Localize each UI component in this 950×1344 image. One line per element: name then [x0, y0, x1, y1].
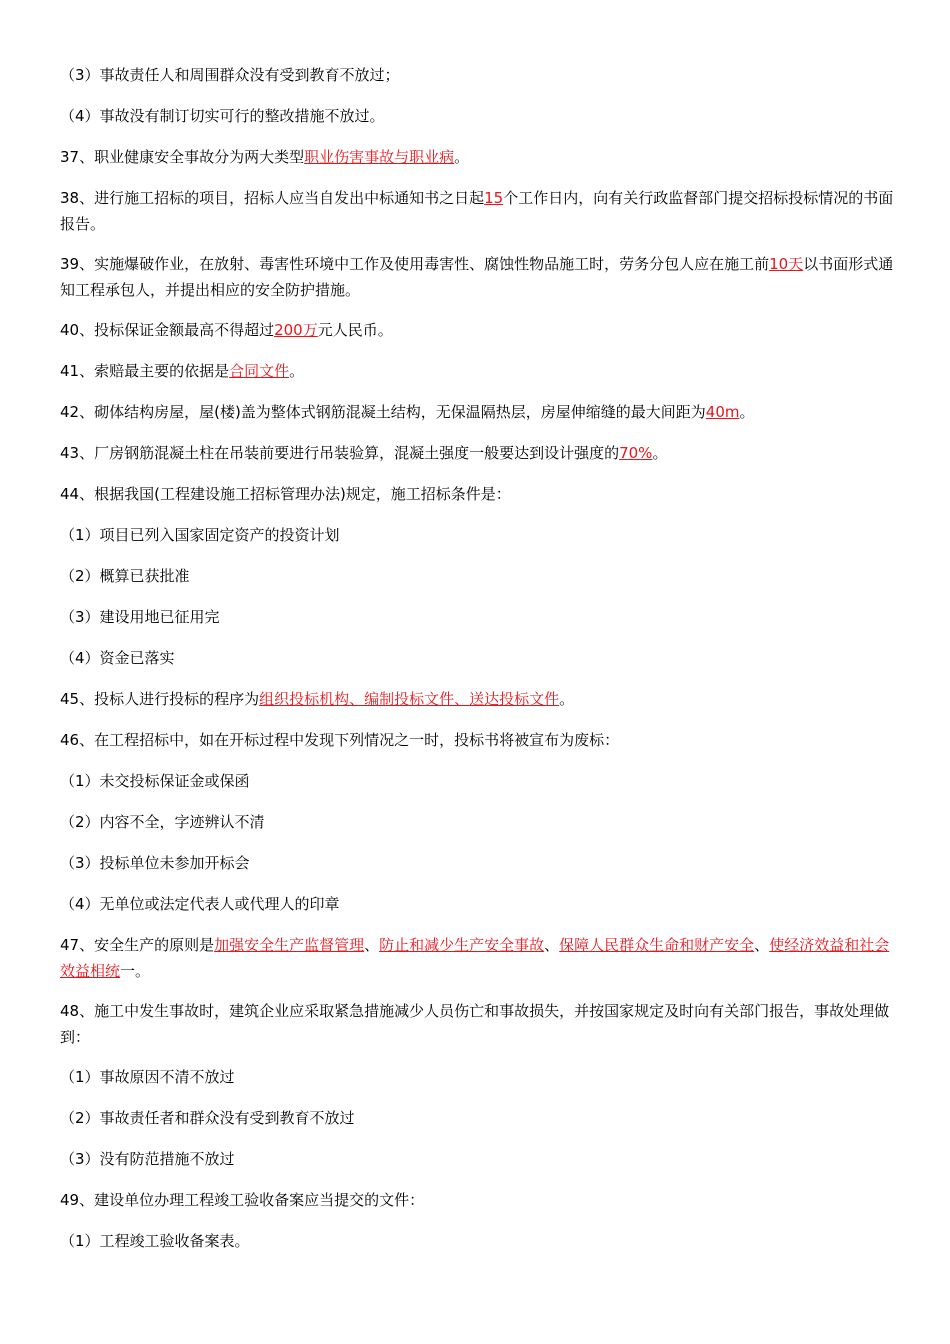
paragraph	[60, 251, 896, 303]
body-text: 41、索赔最主要的依据是	[60, 362, 230, 380]
body-text: （4）资金已落实	[60, 649, 175, 667]
body-text: 、	[544, 936, 560, 954]
body-text: （2）内容不全，字迹辨认不清	[60, 813, 265, 831]
paragraph	[60, 358, 896, 384]
body-text: （3）没有防范措施不放过	[60, 1150, 235, 1168]
body-text: 以书面形式通知工程承包人，并提出相应的安全防护措施。	[60, 255, 894, 299]
answer-text: 40m	[705, 403, 740, 421]
body-text: 、	[754, 936, 770, 954]
body-text: （1）工程竣工验收备案表。	[60, 1232, 250, 1250]
body-text: 44、根据我国(工程建设施工招标管理办法)规定，施工招标条件是：	[60, 485, 511, 503]
body-text: 。	[454, 148, 470, 166]
answer-text: 200万	[274, 321, 318, 339]
paragraph	[60, 768, 896, 794]
paragraph	[60, 932, 896, 984]
body-text: 45、投标人进行投标的程序为	[60, 690, 260, 708]
body-text: 。	[739, 403, 755, 421]
body-text: （2）概算已获批准	[60, 567, 190, 585]
body-text: （4）事故没有制订切实可行的整改措施不放过。	[60, 107, 385, 125]
answer-text: 70%	[619, 444, 653, 462]
body-text: 37、职业健康安全事故分为两大类型	[60, 148, 305, 166]
body-text: 40、投标保证金额最高不得超过	[60, 321, 275, 339]
paragraph	[60, 809, 896, 835]
body-text: （3）建设用地已征用完	[60, 608, 220, 626]
body-text: 。	[652, 444, 668, 462]
paragraph	[60, 686, 896, 712]
body-text: 。	[559, 690, 575, 708]
paragraph	[60, 1064, 896, 1090]
paragraph	[60, 1146, 896, 1172]
answer-text: 使经济效益和社会效益相统	[60, 936, 890, 980]
paragraph	[60, 144, 896, 170]
paragraph	[60, 440, 896, 466]
answer-text: 职业伤害事故与职业病	[304, 148, 455, 166]
body-text: （3）投标单位未参加开标会	[60, 854, 250, 872]
paragraph	[60, 563, 896, 589]
paragraph	[60, 998, 896, 1050]
body-text: （1）项目已列入国家固定资产的投资计划	[60, 526, 340, 544]
body-text: 个工作日内，向有关行政监督部门提交招标投标情况的书面报告。	[60, 189, 894, 233]
paragraph	[60, 399, 896, 425]
paragraph	[60, 1105, 896, 1131]
paragraph	[60, 645, 896, 671]
paragraph	[60, 604, 896, 630]
paragraph	[60, 185, 896, 237]
body-text: 一。	[120, 962, 151, 980]
answer-text: 10天	[769, 255, 804, 273]
body-text: （4）无单位或法定代表人或代理人的印章	[60, 895, 340, 913]
body-text: 49、建设单位办理工程竣工验收备案应当提交的文件：	[60, 1191, 425, 1209]
paragraph	[60, 317, 896, 343]
paragraph	[60, 891, 896, 917]
body-text: 、	[364, 936, 380, 954]
body-text: 46、在工程招标中，如在开标过程中发现下列情况之一时，投标书将被宣布为废标：	[60, 731, 620, 749]
body-text: （1）未交投标保证金或保函	[60, 772, 250, 790]
body-text: 42、砌体结构房屋，屋(楼)盖为整体式钢筋混凝土结构，无保温隔热层，房屋伸缩缝的最大间距为	[60, 403, 706, 421]
body-text: 48、施工中发生事故时，建筑企业应采取紧急措施减少人员伤亡和事故损失，并按国家规定及时向有关部门报告，事故处理做到：	[60, 1002, 890, 1046]
paragraph	[60, 727, 896, 753]
answer-text: 15	[484, 189, 504, 207]
body-text: （1）事故原因不清不放过	[60, 1068, 235, 1086]
answer-text: 合同文件	[229, 362, 290, 380]
body-text: 39、实施爆破作业，在放射、毒害性环境中工作及使用毒害性、腐蚀性物品施工时，劳务分包人应在施工前	[60, 255, 770, 273]
body-text: 38、进行施工招标的项目，招标人应当自发出中标通知书之日起	[60, 189, 485, 207]
paragraph	[60, 62, 896, 88]
body-text: （3）事故责任人和周围群众没有受到教育不放过；	[60, 66, 400, 84]
body-text: 。	[289, 362, 305, 380]
answer-text: 加强安全生产监督管理	[214, 936, 365, 954]
body-text: 47、安全生产的原则是	[60, 936, 215, 954]
paragraph	[60, 103, 896, 129]
answer-text: 防止和减少生产安全事故	[379, 936, 545, 954]
paragraph	[60, 1187, 896, 1213]
paragraph	[60, 481, 896, 507]
answer-text: 保障人民群众生命和财产安全	[559, 936, 755, 954]
answer-text: 组织投标机构、编制投标文件、送达投标文件	[259, 690, 560, 708]
body-text: （2）事故责任者和群众没有受到教育不放过	[60, 1109, 355, 1127]
body-text: 43、厂房钢筋混凝土柱在吊装前要进行吊装验算，混凝土强度一般要达到设计强度的	[60, 444, 620, 462]
body-text: 元人民币。	[317, 321, 393, 339]
paragraph	[60, 522, 896, 548]
paragraph	[60, 850, 896, 876]
paragraph	[60, 1228, 896, 1254]
